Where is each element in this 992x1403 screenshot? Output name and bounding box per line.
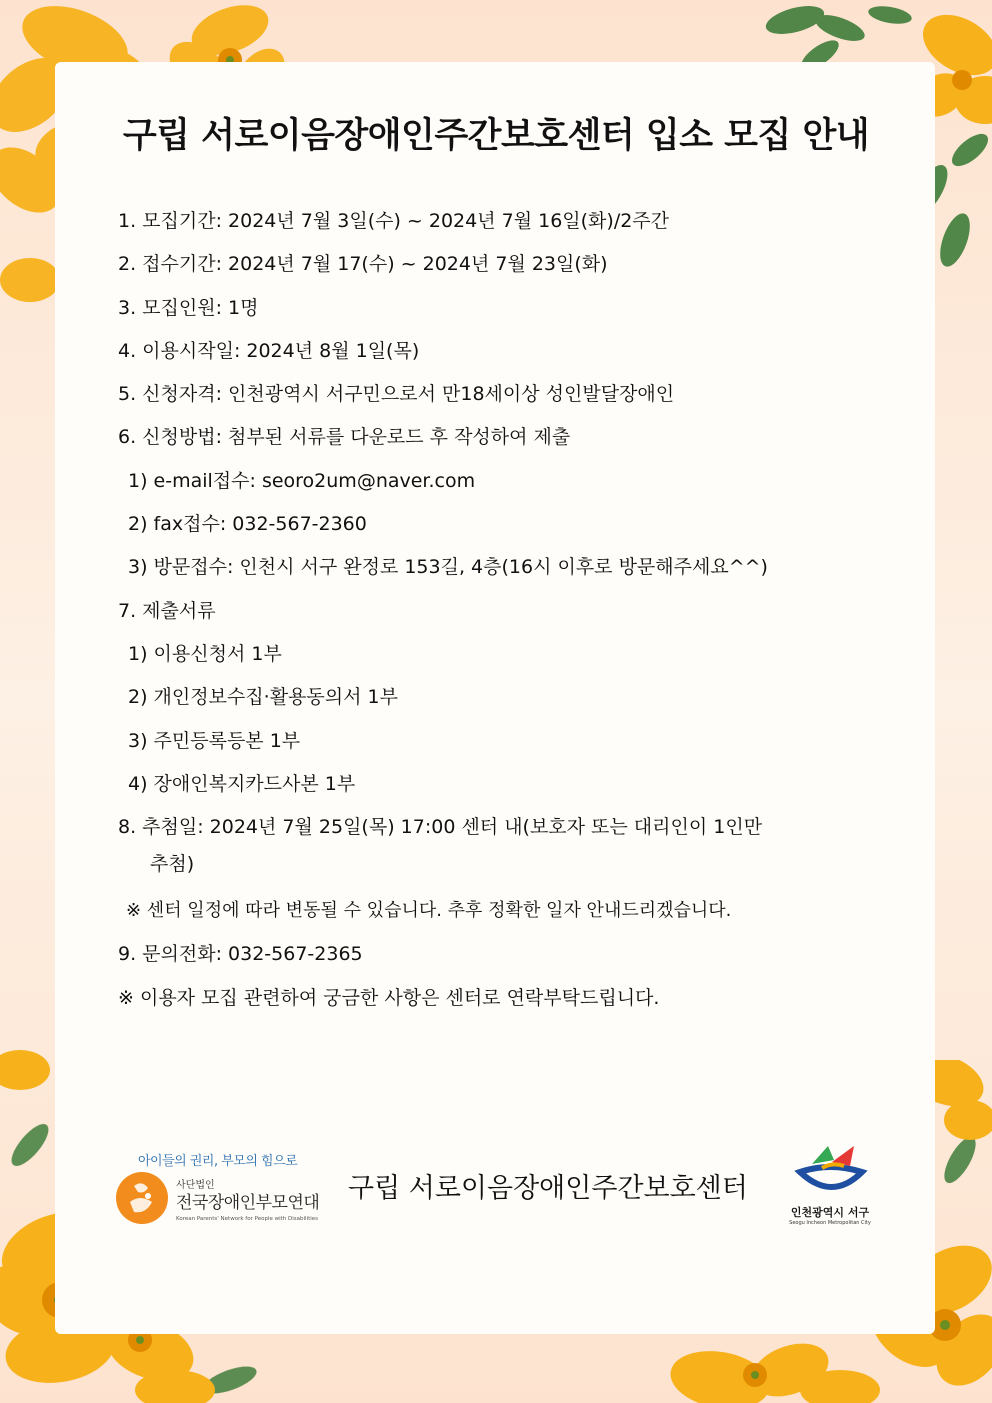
subitem-fax: 2) fax접수: 032-567-2360 (128, 513, 367, 536)
seogu-incheon-logo-icon (792, 1142, 870, 1202)
item-lottery-date: 8. 추첨일: 2024년 7월 25일(목) 17:00 센터 내(보호자 또는 대리인이 1인만 (118, 816, 763, 839)
subitem-visit: 3) 방문접수: 인천시 서구 완정로 153길, 4층(16시 이후로 방문해주세요^^) (128, 556, 768, 579)
schedule-change-note: ※ 센터 일정에 따라 변동될 수 있습니다. 추후 정확한 일자 안내드리겠습니다. (126, 900, 732, 922)
contact-note: ※ 이용자 모집 관련하여 궁금한 사항은 센터로 연락부탁드립니다. (118, 986, 660, 1009)
item-recruit-period: 1. 모집기간: 2024년 7월 3일(수) ~ 2024년 7월 16일(화)/2주간 (118, 210, 670, 232)
subitem-doc-card: 4) 장애인복지카드사본 1부 (128, 772, 356, 795)
subitem-doc-resident: 3) 주민등록등본 1부 (128, 729, 301, 752)
parents-network-logo (112, 1148, 320, 1230)
logo-seogu-name: 인천광역시 서구 (790, 1206, 870, 1219)
item-documents: 7. 제출서류 (118, 599, 216, 622)
item-application-period: 2. 접수기간: 2024년 7월 17(수) ~ 2024년 7월 23일(화) (118, 253, 608, 276)
document-body (118, 200, 878, 1020)
subitem-doc-application: 1) 이용신청서 1부 (128, 642, 282, 665)
item-lottery-date-continued: 추첨) (150, 853, 195, 876)
item-contact-phone: 9. 문의전화: 032-567-2365 (118, 943, 363, 966)
subitem-doc-privacy: 2) 개인정보수집·활용동의서 1부 (128, 686, 398, 709)
parents-network-logo-icon (116, 1172, 168, 1224)
document-title: 구립 서로이음장애인주간보호센터 입소 모집 안내 (122, 116, 870, 156)
item-start-date: 4. 이용시작일: 2024년 8월 1일(목) (118, 339, 420, 362)
logo-tagline: 아이들의 권리, 부모의 힘으로 (138, 1154, 298, 1169)
item-eligibility: 5. 신청자격: 인천광역시 서구민으로서 만18세이상 성인발달장애인 (118, 383, 675, 406)
item-application-method: 6. 신청방법: 첨부된 서류를 다운로드 후 작성하여 제출 (118, 426, 571, 449)
footer-center-name: 구립 서로이음장애인주간보호센터 (348, 1173, 748, 1204)
logo-org-name-en: Korean Parents' Network for People with Disabilities (176, 1216, 319, 1222)
logo-org-name: 전국장애인부모연대 (176, 1193, 320, 1213)
logo-org-type: 사단법인 (176, 1180, 215, 1191)
logo-seogu-name-en: Seogu Incheon Metropolitan City (789, 1220, 871, 1226)
subitem-email: 1) e-mail접수: seoro2um@naver.com (128, 469, 476, 492)
seogu-incheon-logo (782, 1140, 882, 1232)
item-recruit-count: 3. 모집인원: 1명 (118, 296, 259, 319)
